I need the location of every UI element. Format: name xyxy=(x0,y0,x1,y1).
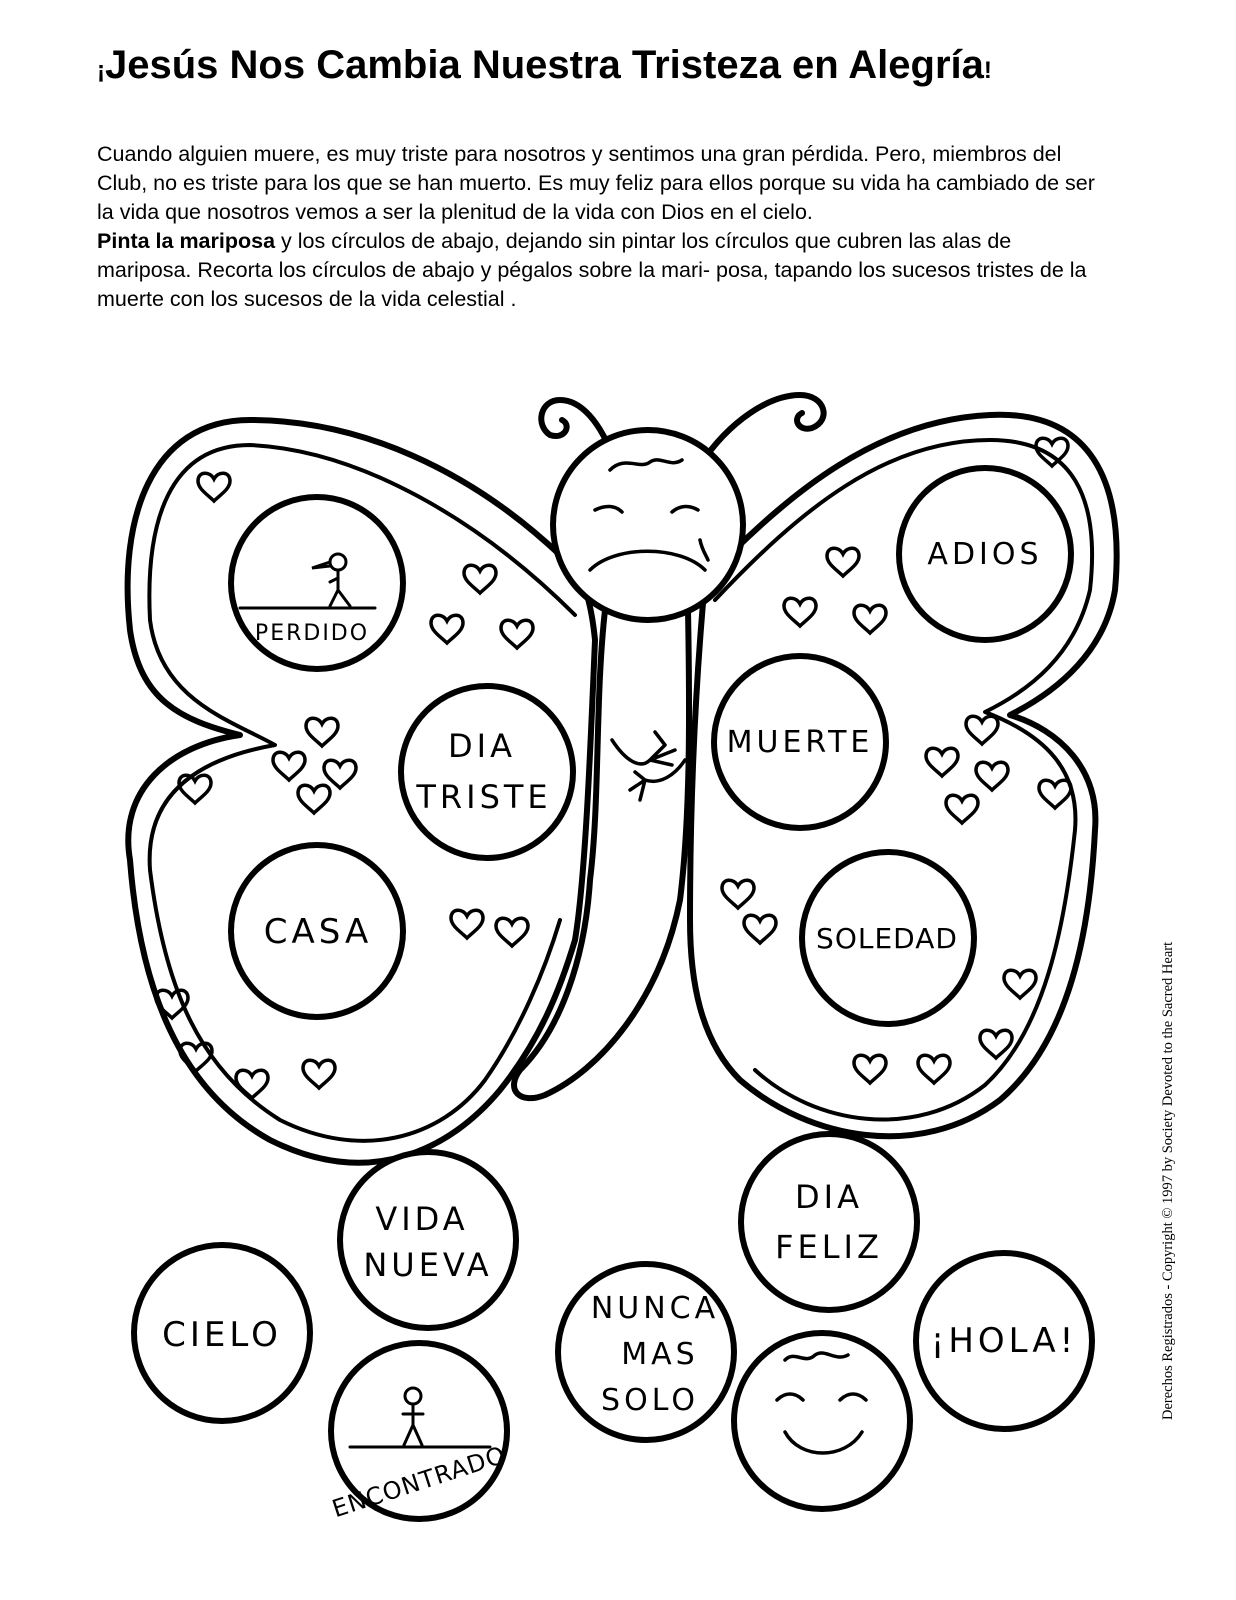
label-vida-nueva-1: VIDA xyxy=(375,1200,469,1238)
label-hola: ¡HOLA! xyxy=(930,1321,1078,1361)
heart-icon xyxy=(926,748,958,776)
heart-icon xyxy=(324,760,356,788)
label-cielo: CIELO xyxy=(162,1315,282,1355)
heart-icon xyxy=(298,785,330,813)
label-encontrado: ENCONTRADO xyxy=(328,1440,510,1524)
label-dia-feliz-2: FELIZ xyxy=(775,1228,883,1266)
heart-icon xyxy=(827,548,859,576)
instruction-text: y los círculos de abajo, dejando sin pintar los círculos que cubren las alas de mariposa. Recorta los círculos de abajo y pégalos sobre la mari- posa, tapando los sucesos tristes de la muerte con los sucesos de la vida celestial . xyxy=(97,229,1087,311)
label-vida-nueva-2: NUEVA xyxy=(363,1246,493,1284)
heart-icon xyxy=(1039,780,1071,808)
label-dia-triste-2: TRISTE xyxy=(416,778,552,816)
label-soledad: SOLEDAD xyxy=(816,922,958,955)
label-nunca-3: SOLO xyxy=(601,1383,699,1418)
heart-icon xyxy=(722,880,754,908)
heart-icon xyxy=(496,918,528,946)
heart-icon xyxy=(179,775,211,803)
circle-vida-nueva xyxy=(340,1152,516,1328)
butterfly-head xyxy=(553,430,743,620)
circle-smiley xyxy=(734,1333,910,1509)
heart-icon xyxy=(1004,970,1036,998)
heart-icon xyxy=(464,565,496,593)
heart-icon xyxy=(431,615,463,643)
heart-icon xyxy=(198,473,230,501)
circle-dia-triste xyxy=(401,686,573,858)
heart-icon xyxy=(918,1055,950,1083)
label-nunca-2: MAS xyxy=(621,1337,699,1372)
heart-icon xyxy=(451,910,483,938)
title-open-mark: ¡ xyxy=(97,57,105,84)
heart-icon xyxy=(501,620,533,648)
label-dia-feliz-1: DIA xyxy=(795,1178,863,1216)
heart-icon xyxy=(744,915,776,943)
heart-icon xyxy=(236,1070,268,1098)
intro-paragraph: Cuando alguien muere, es muy triste para nosotros y sentimos una gran pérdida. Pero, miembros del Club, no es triste para los que se han muerto. Es muy feliz para ellos porque su vida ha cambiado de ser la vida que nosotros vemos a ser la plenitud de la vida con Dios en el cielo. xyxy=(97,142,1095,224)
instruction-bold: Pinta la mariposa xyxy=(97,229,276,253)
label-perdido: PERDIDO xyxy=(254,621,370,646)
title-close-mark: ! xyxy=(983,57,992,84)
heart-icon xyxy=(1036,438,1068,466)
label-adios: ADIOS xyxy=(927,537,1043,572)
heart-icon xyxy=(303,1060,335,1088)
heart-icon xyxy=(854,1055,886,1083)
label-muerte: MUERTE xyxy=(726,725,874,760)
heart-icon xyxy=(980,1030,1012,1058)
heart-icon xyxy=(946,795,978,823)
heart-icon xyxy=(966,716,998,744)
heart-icon xyxy=(784,598,816,626)
heart-icon xyxy=(854,605,886,633)
heart-icon xyxy=(306,718,338,746)
label-dia-triste-1: DIA xyxy=(448,727,516,765)
heart-icon xyxy=(273,752,305,780)
label-nunca-1: NUNCA xyxy=(590,1291,720,1326)
circle-dia-feliz xyxy=(741,1134,917,1310)
copyright-notice: Derechos Registrados - Copyright © 1997 by Society Devoted to the Sacred Heart xyxy=(1160,941,1176,1420)
heart-icon xyxy=(976,762,1008,790)
label-casa: CASA xyxy=(263,912,373,952)
title-text: Jesús Nos Cambia Nuestra Tristeza en Alegría xyxy=(105,43,984,87)
